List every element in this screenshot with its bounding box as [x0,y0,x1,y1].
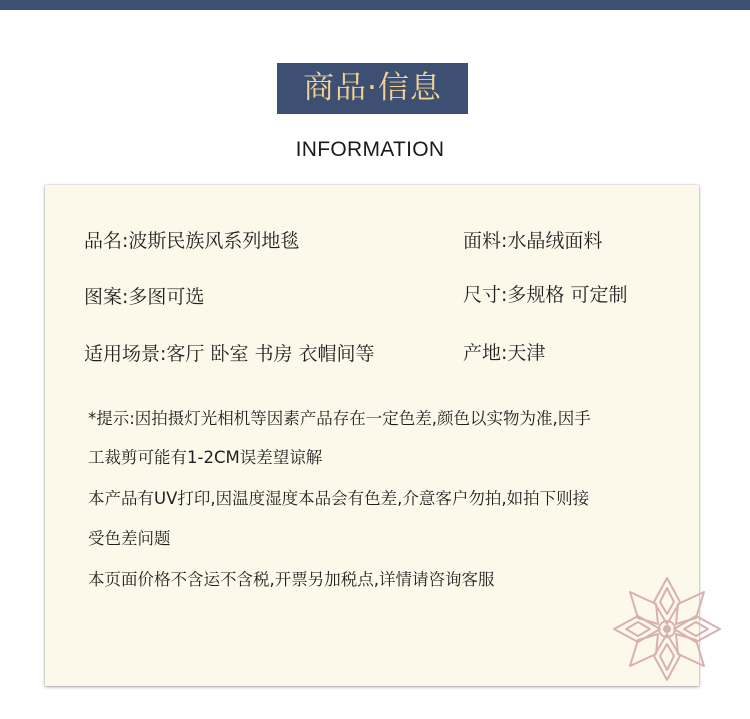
top-bar [0,0,750,10]
note-line: 工裁剪可能有1-2CM误差望谅解 [88,448,323,467]
note-line: 本页面价格不含运不含税,开票另加税点,详情请咨询客服 [88,570,495,589]
section-title: 商品·信息 [277,63,468,114]
section-subtitle: INFORMATION [295,138,445,161]
spec-size: 尺寸:多规格 可定制 [463,284,628,306]
spec-usage: 适用场景:客厅 卧室 书房 衣帽间等 [84,343,375,365]
note-line: *提示:因拍摄灯光相机等因素产品存在一定色差,颜色以实物为准,因手 [88,409,591,428]
lotus-ornament-icon [608,574,726,684]
spec-name: 品名:波斯民族风系列地毯 [84,230,300,252]
note-line: 受色差问题 [88,529,171,548]
spec-origin: 产地:天津 [463,342,546,364]
note-line: 本产品有UV打印,因温度湿度本品会有色差,介意客户勿拍,如拍下则接 [88,489,590,508]
spec-pattern: 图案:多图可选 [84,286,205,308]
info-card [45,185,699,686]
spec-material: 面料:水晶绒面料 [463,230,603,252]
